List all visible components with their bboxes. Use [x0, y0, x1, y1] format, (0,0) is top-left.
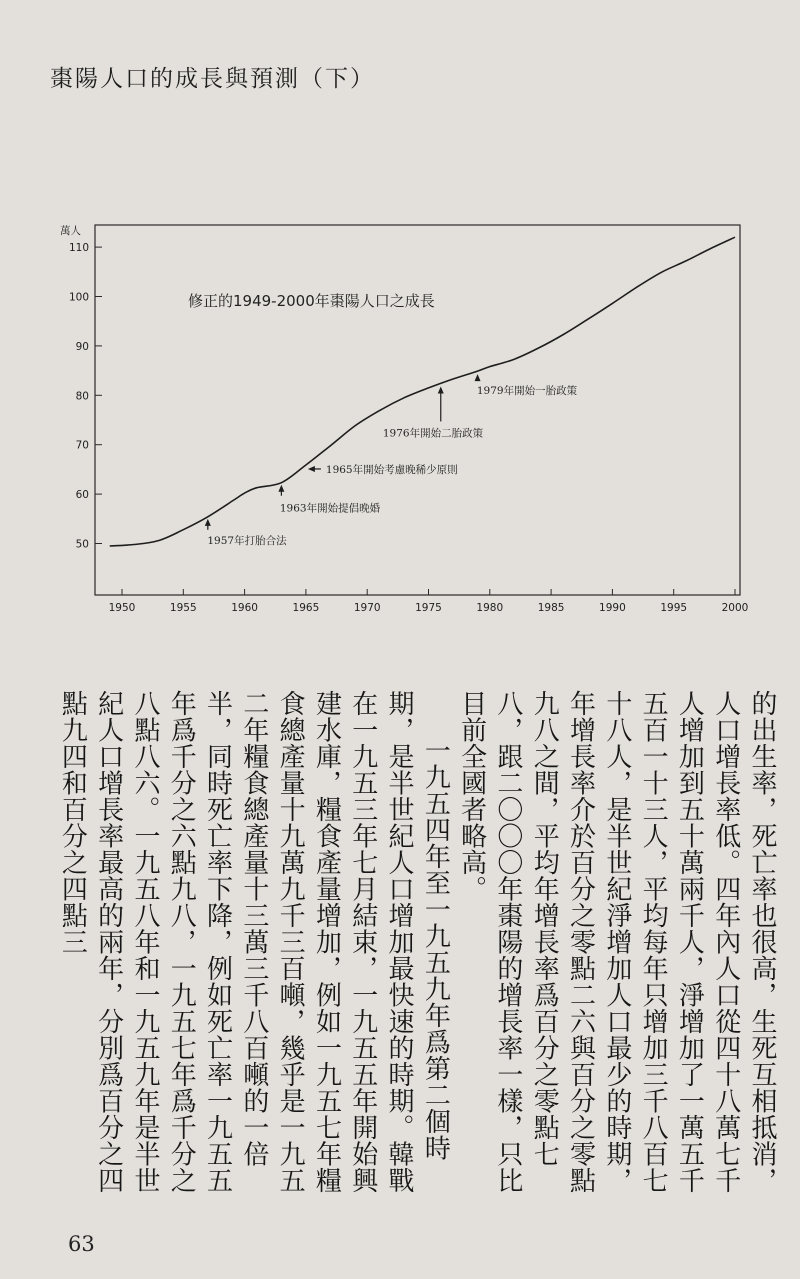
- plot-frame: [95, 225, 740, 595]
- paragraph-2: 一九五四年至一九五九年爲第二個時期，是半世紀人口增加最快速的時期。韓戰在一九五三年七月結束，一九五五年開始興建水庫，糧食產量增加，例如一九五七年糧食總產量十九萬九千三百噸，幾乎是一九五二年糧食總產量十三萬三千八百噸的一倍半，同時死亡率下降，例如死亡率一九五五年爲千分之六點九八，一九五七年爲千分之八點八六。一九五八年和一九五九年是半世紀人口增長率最高的兩年，分別爲百分之四點九四和百分之四點三: [57, 690, 451, 1194]
- y-tick-label: 60: [75, 489, 89, 502]
- annotation-label: 1976年開始二胎政策: [382, 427, 484, 440]
- x-tick-label: 1960: [231, 602, 258, 614]
- body-text: [20, 690, 780, 1210]
- series-line: [110, 237, 735, 546]
- x-tick-label: 1970: [353, 602, 381, 614]
- y-tick-label: 100: [68, 291, 89, 304]
- y-tick-label: 50: [75, 538, 89, 551]
- x-tick-label: 1955: [169, 602, 197, 614]
- y-tick-label: 90: [75, 340, 89, 353]
- annotation-label: 1965年開始考慮晚稀少原則: [325, 463, 458, 476]
- arrow-head: [205, 519, 211, 526]
- y-axis-label: 萬人: [60, 225, 81, 237]
- arrow-head: [438, 386, 444, 393]
- page-number: 63: [68, 1232, 95, 1256]
- x-tick-label: 1965: [292, 602, 320, 614]
- x-tick-label: 1980: [476, 602, 504, 614]
- x-tick-label: 1950: [108, 602, 136, 614]
- annotation-label: 1979年開始一胎政策: [476, 385, 578, 398]
- chart-title: 修正的1949-2000年棗陽人口之成長: [188, 292, 435, 310]
- x-tick-label: 1985: [537, 602, 565, 614]
- running-header: 棗陽人口的成長與預測（下）: [50, 66, 375, 92]
- arrow-head: [308, 466, 315, 472]
- annotation-label: 1957年打胎合法: [207, 534, 287, 547]
- x-tick-label: 1990: [599, 602, 626, 614]
- paragraph-1: 的出生率，死亡率也很高，生死互相抵消，人口增長率低。四年內人口從四十八萬七千人增加到五十萬兩千人，淨增加了一萬五千五百一十三人，平均每年只增加三千八百七十八人，是半世紀淨增加人口最少的時期，年增長率介於百分之零點二六與百分之零點九八之間，平均年增長率爲百分之零點七八，跟二〇〇〇年棗陽的增長率一樣，只比目前全國者略高。: [456, 690, 777, 1194]
- y-tick-label: 70: [75, 439, 89, 452]
- x-tick-label: 1995: [660, 602, 688, 614]
- arrow-head: [278, 485, 284, 492]
- x-tick-label: 1975: [415, 602, 442, 614]
- x-axis: [109, 589, 749, 614]
- y-axis: [69, 242, 102, 550]
- x-tick-label: 2000: [721, 602, 749, 614]
- y-tick-label: 110: [68, 242, 89, 255]
- y-tick-label: 80: [75, 390, 89, 403]
- annotation-label: 1963年開始提倡晚婚: [279, 502, 381, 515]
- arrow-head: [475, 374, 481, 381]
- annotations: [205, 374, 578, 547]
